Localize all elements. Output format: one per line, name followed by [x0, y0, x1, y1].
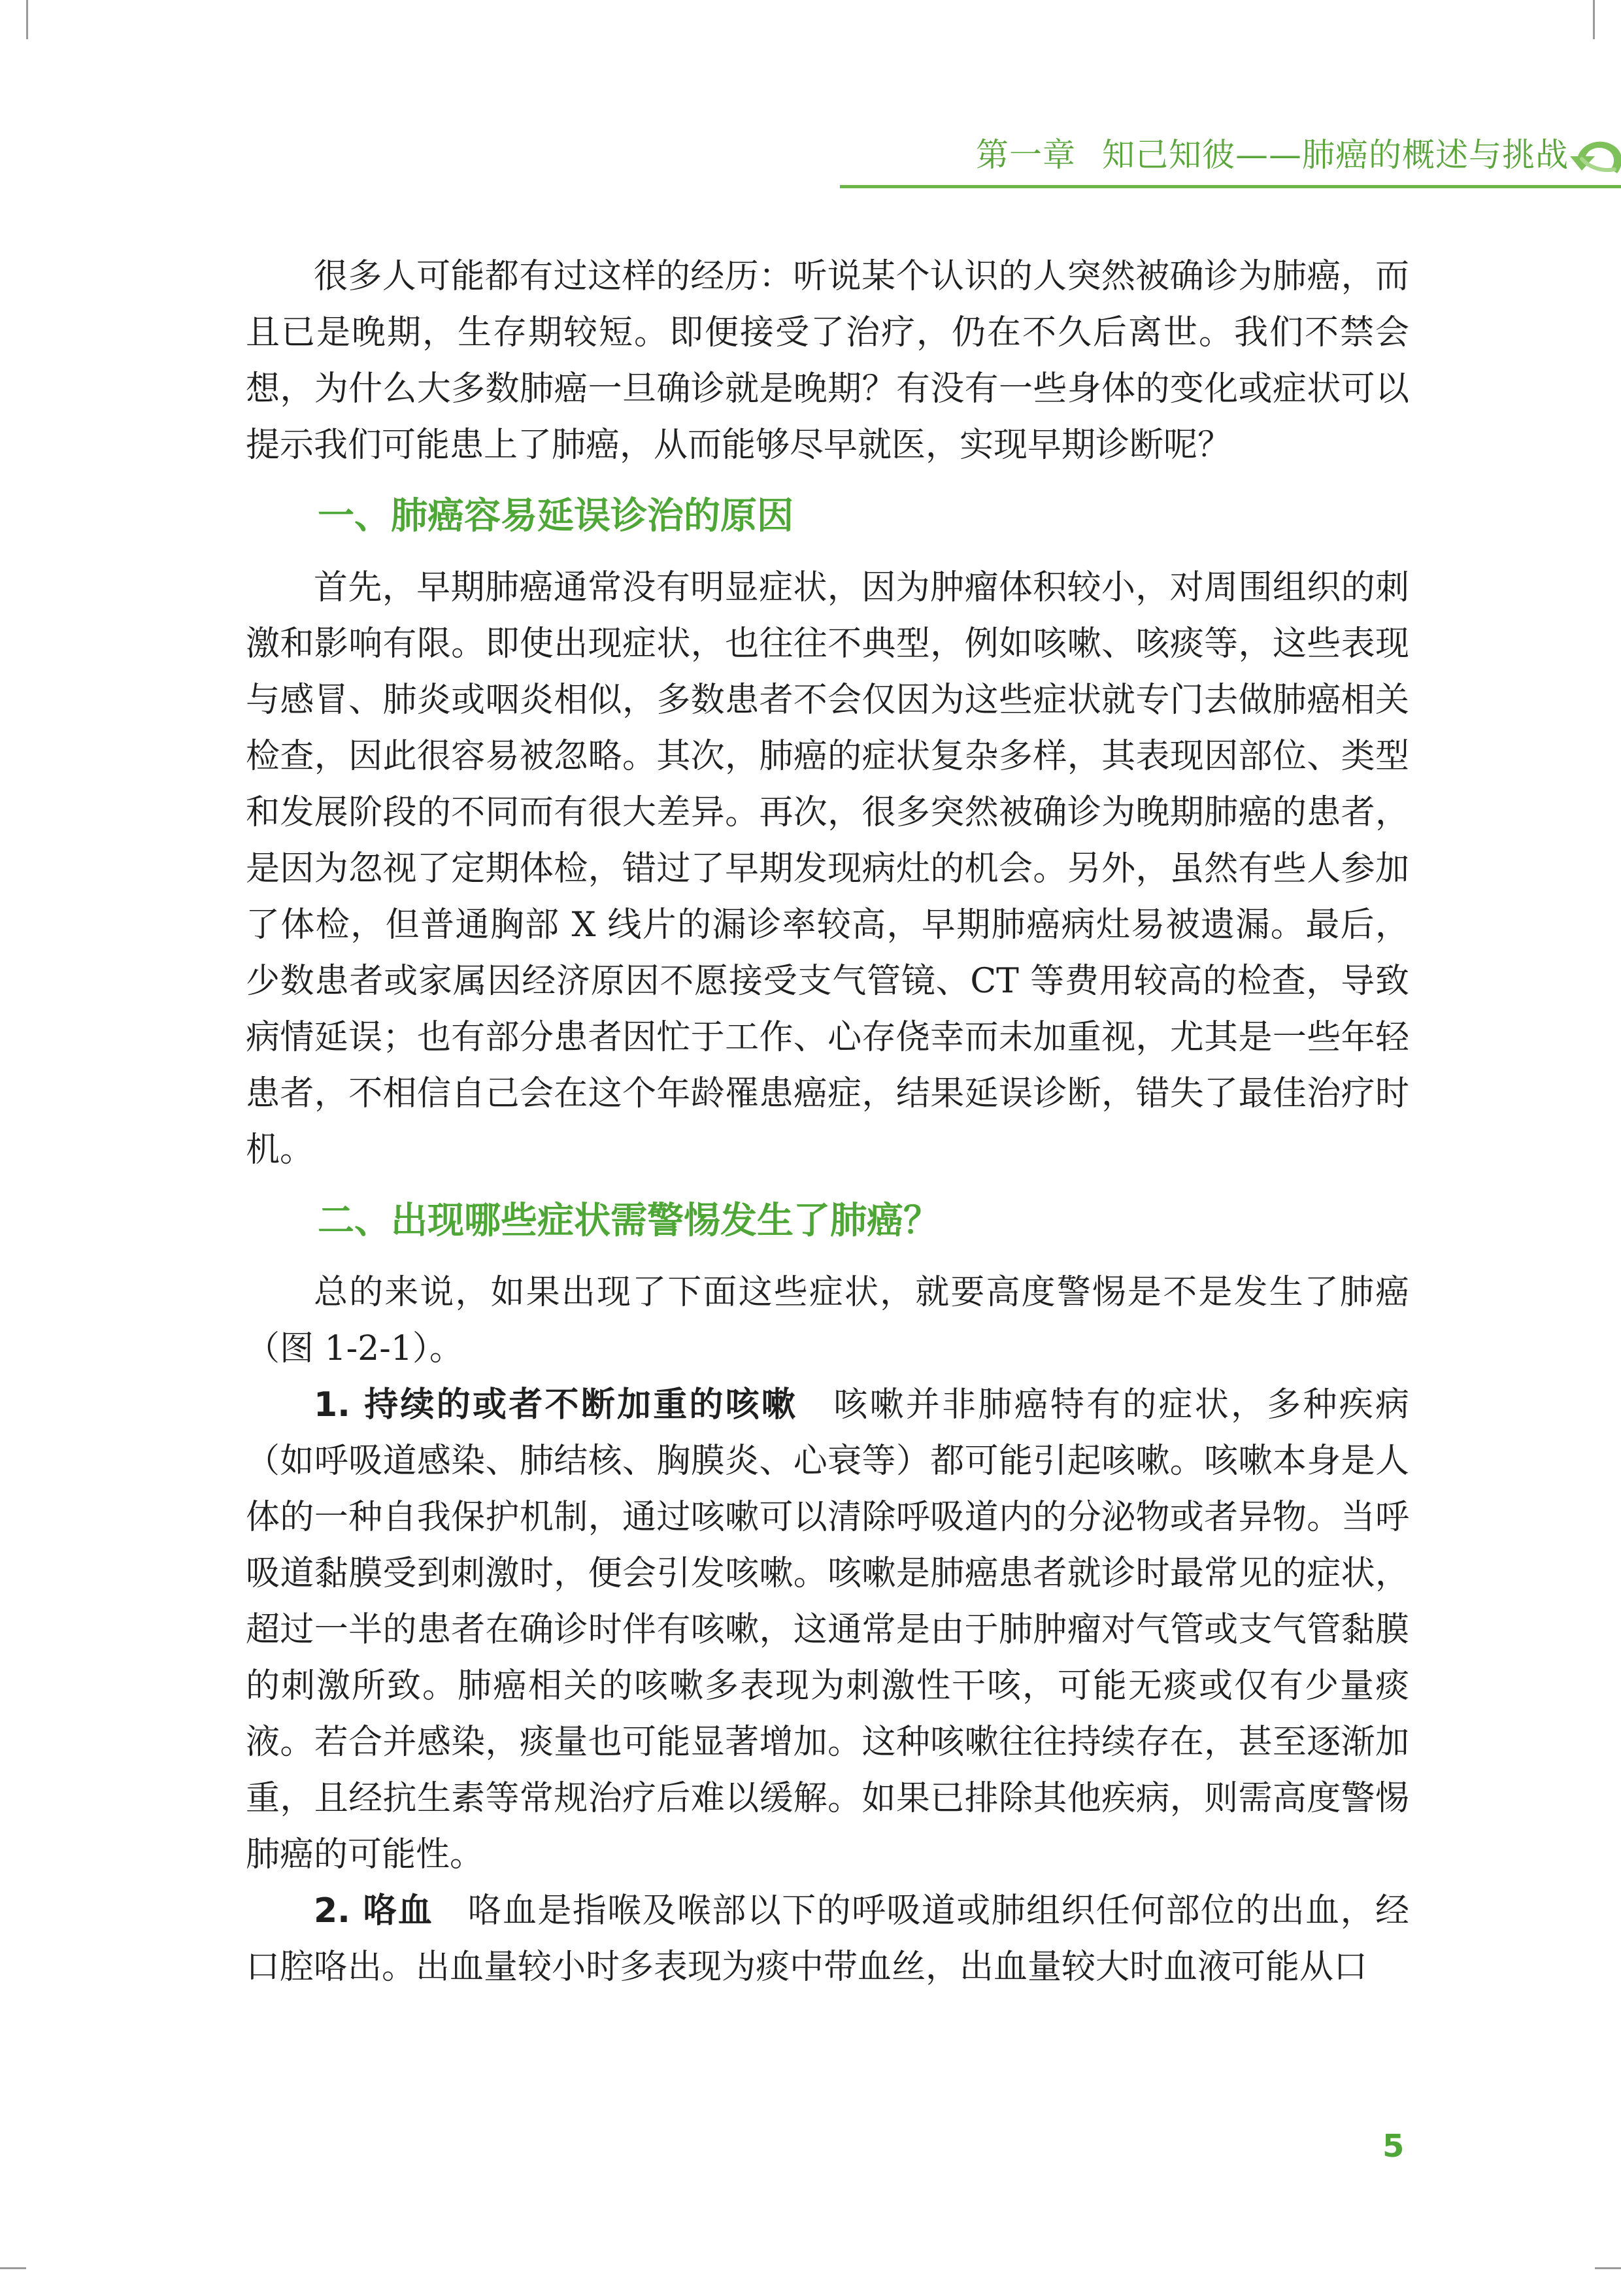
page-content — [246, 248, 1409, 1995]
symptom-item-text: 咯血是指喉及喉部以下的呼吸道或肺组织任何部位的出血，经口腔咯出。出血量较小时多表现为痰中带血丝，出血量较大时血液可能从口 — [246, 1891, 1409, 1987]
section-1-paragraph: 首先，早期肺癌通常没有明显症状，因为肿瘤体积较小，对周围组织的刺激和影响有限。即使出现症状，也往往不典型，例如咳嗽、咳痰等，这些表现与感冒、肺炎或咽炎相似，多数患者不会仅因为这些症状就专门去做肺癌相关检查，因此很容易被忽略。其次，肺癌的症状复杂多样，其表现因部位、类型和发展阶段的不同而有很大差异。再次，很多突然被确诊为晚期肺癌的患者，是因为忽视了定期体检，错过了早期发现病灶的机会。另外，虽然有些人参加了体检，但普通胸部 X 线片的漏诊率较高，早期肺癌病灶易被遗漏。最后，少数患者或家属因经济原因不愿接受支气管镜、CT 等费用较高的检查，导致病情延误；也有部分患者因忙于工作、心存侥幸而未加重视，尤其是一些年轻患者，不相信自己会在这个年龄罹患癌症，结果延误诊断，错失了最佳治疗时机。 — [246, 568, 1409, 1170]
chapter-label: 第一章 — [976, 136, 1076, 174]
symptom-item-lead: 2. 咯血 — [314, 1891, 433, 1931]
crop-mark-top-left — [26, 0, 28, 39]
symptom-item-lead: 1. 持续的或者不断加重的咳嗽 — [314, 1385, 798, 1425]
curved-arrow-icon — [1569, 127, 1621, 186]
symptom-item-hemoptysis — [246, 1883, 1409, 1995]
section-1-heading: 一、肺癌容易延误诊治的原因 — [318, 495, 794, 537]
running-header — [840, 114, 1621, 199]
running-header-text — [976, 129, 1569, 176]
crop-mark-top-right — [1593, 0, 1595, 39]
page-number: 5 — [1382, 2128, 1405, 2165]
section-2-intro-paragraph: 总的来说，如果出现了下面这些症状，就要高度警惕是不是发生了肺癌（图 1-2-1）。 — [246, 1273, 1409, 1368]
symptom-item-cough — [246, 1377, 1409, 1883]
section-2-heading: 二、出现哪些症状需警惕发生了肺癌？ — [318, 1200, 940, 1242]
crop-mark-right-bottom — [1595, 2267, 1621, 2269]
symptom-item-text: 咳嗽并非肺癌特有的症状，多种疾病（如呼吸道感染、肺结核、胸膜炎、心衰等）都可能引起咳嗽。咳嗽本身是人体的一种自我保护机制，通过咳嗽可以清除呼吸道内的分泌物或者异物。当呼吸道黏膜受到刺激时，便会引发咳嗽。咳嗽是肺癌患者就诊时最常见的症状，超过一半的患者在确诊时伴有咳嗽，这通常是由于肺肿瘤对气管或支气管黏膜的刺激所致。肺癌相关的咳嗽多表现为刺激性干咳，可能无痰或仅有少量痰液。若合并感染，痰量也可能显著增加。这种咳嗽往往持续存在，甚至逐渐加重，且经抗生素等常规治疗后难以缓解。如果已排除其他疾病，则需高度警惕肺癌的可能性。 — [246, 1385, 1409, 1874]
chapter-title: 知己知彼——肺癌的概述与挑战 — [1102, 136, 1569, 174]
intro-paragraph: 很多人可能都有过这样的经历：听说某个认识的人突然被确诊为肺癌，而且已是晚期，生存期较短。即便接受了治疗，仍在不久后离世。我们不禁会想，为什么大多数肺癌一旦确诊就是晚期？有没有一些身体的变化或症状可以提示我们可能患上了肺癌，从而能够尽早就医，实现早期诊断呢？ — [246, 257, 1409, 465]
crop-mark-left-bottom — [0, 2267, 26, 2269]
header-rule — [840, 185, 1621, 188]
